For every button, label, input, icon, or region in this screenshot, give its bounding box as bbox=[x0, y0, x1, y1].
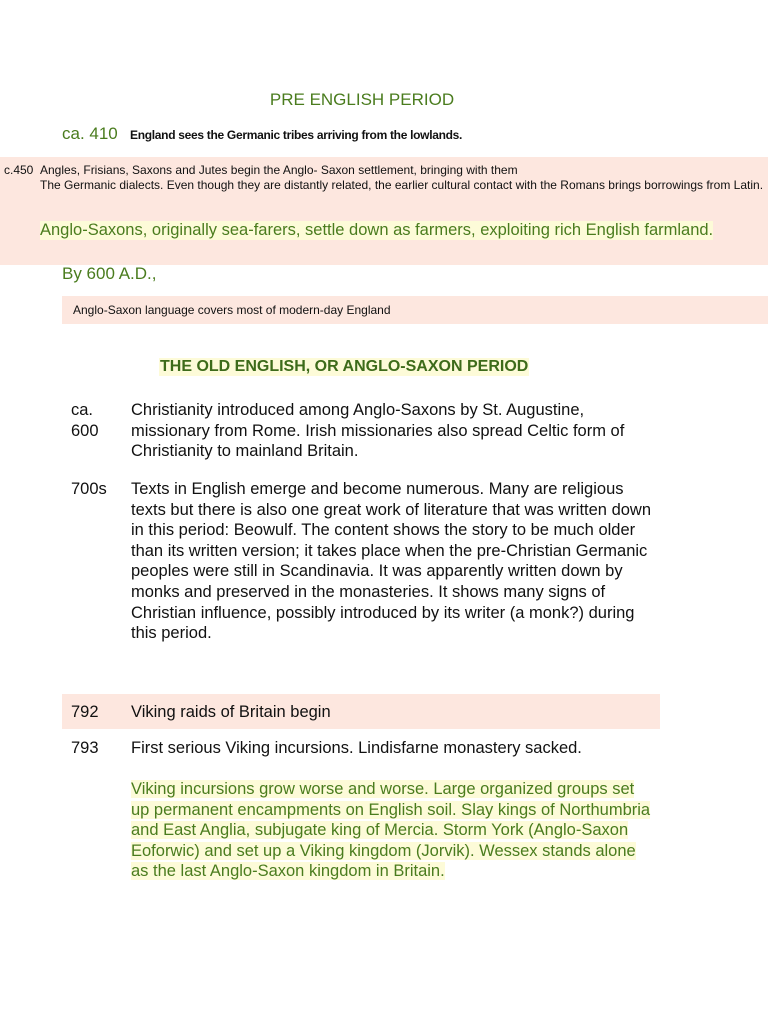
c450-date: c.450 bbox=[4, 163, 34, 177]
by600-date: By 600 A.D., bbox=[62, 264, 157, 283]
timeline-date-ca600: ca. 600 bbox=[71, 401, 99, 440]
old-english-title: THE OLD ENGLISH, OR ANGLO-SAXON PERIOD bbox=[160, 358, 529, 375]
timeline-text-700s: Texts in English emerge and become numerous. Many are religious texts but there is also one great work of literature that was written down in this period: Beowulf. The content shows the story to be much older than its written version; it takes place when the pre-Christian Germanic peoples were still in Scandinavia. It was apparently written down by monks and preserved in the monasteries. It shows many signs of Christian influence, possibly introduced by its writer (a monk?) during this period. bbox=[131, 480, 652, 643]
timeline-date-793: 793 bbox=[71, 739, 99, 757]
anglo-saxon-farmers-note: Anglo-Saxons, originally sea-farers, settle down as farmers, exploiting rich English farmland. bbox=[40, 221, 714, 239]
ca410-text: England sees the Germanic tribes arriving from the lowlands. bbox=[130, 128, 463, 142]
viking-incursions-text: Viking incursions grow worse and worse. Large organized groups set up permanent encampments on English soil. Slay kings of Northumbria and East Anglia, subjugate king of Mercia. Storm York (Anglo-Saxon Eoforwic) and set up a Viking kingdom (Jorvik). Wessex stands alone as the last Anglo-Saxon kingdom in Britain. bbox=[131, 780, 651, 881]
pre-english-title: PRE ENGLISH PERIOD bbox=[269, 90, 455, 109]
ca410-date: ca. 410 bbox=[62, 124, 118, 143]
c450-text-line2: The Germanic dialects. Even though they are distantly related, the earlier cultural contact with the Romans brings borrowings from Latin. bbox=[40, 178, 764, 192]
timeline-text-ca600: Christianity introduced among Anglo-Saxons by St. Augustine, missionary from Rome. Irish missionaries also spread Celtic form of Christianity to mainland Britain. bbox=[131, 401, 625, 461]
by600-text: Anglo-Saxon language covers most of modern-day England bbox=[73, 303, 391, 317]
timeline-date-700s: 700s bbox=[71, 480, 107, 498]
timeline-text-792: Viking raids of Britain begin bbox=[131, 703, 331, 721]
timeline-text-793: First serious Viking incursions. Lindisfarne monastery sacked. bbox=[131, 739, 582, 757]
c450-text-line1: Angles, Frisians, Saxons and Jutes begin the Anglo- Saxon settlement, bringing with them bbox=[40, 163, 518, 177]
viking-incursions-note bbox=[131, 779, 656, 882]
timeline-date-792: 792 bbox=[71, 703, 99, 721]
